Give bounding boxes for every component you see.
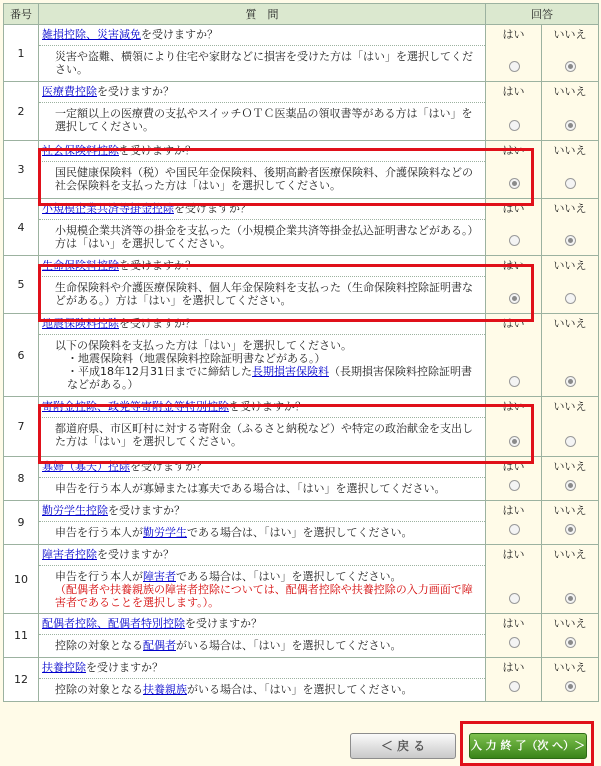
- question-cell: [39, 545, 486, 614]
- question-description: 国民健康保険料（税）や国民年金保険料、後期高齢者医療保険料、介護保険料などの社会保険料を支払った方は「はい」を選択してください。: [55, 166, 473, 192]
- yes-radio[interactable]: [509, 235, 520, 246]
- question-link[interactable]: 小規模企業共済等掛金控除: [42, 202, 174, 215]
- long-term-insurance-link[interactable]: 長期損害保険料: [252, 365, 329, 378]
- bullet-long-term-insurance: [55, 365, 477, 391]
- answer-no-cell: [542, 141, 599, 199]
- question-title-text: を受けますか？: [185, 617, 262, 630]
- no-label: いいえ: [553, 28, 587, 41]
- yes-radio[interactable]: [509, 376, 520, 387]
- answer-yes-cell: [486, 614, 542, 658]
- bullet-earthquake-insurance: ・地震保険料（地震保険料控除証明書などがある。）: [67, 352, 326, 365]
- answer-yes-cell: [486, 314, 542, 397]
- question-title-text: を受けますか？: [119, 259, 196, 272]
- no-label: いいえ: [553, 400, 587, 413]
- yes-radio[interactable]: [509, 681, 520, 692]
- question-title-text: を受けますか？: [86, 661, 163, 674]
- answer-no-cell: [542, 457, 599, 501]
- question-row-11: [4, 614, 599, 658]
- question-description: 都道府県、市区町村に対する寄附金（ふるさと納税など）や特定の政治献金を支出した方は「はい」を選択してください。: [55, 422, 473, 448]
- question-row-10: [4, 545, 599, 614]
- no-radio[interactable]: [565, 178, 576, 189]
- back-button[interactable]: ＜ 戻 る: [350, 733, 456, 759]
- question-description-text: 以下の保険料を支払った方は「はい」を選択してください。: [55, 339, 352, 352]
- yes-label: はい: [502, 144, 525, 157]
- no-label: いいえ: [553, 202, 587, 215]
- question-cell: [39, 614, 486, 658]
- spouse-link[interactable]: 配偶者: [143, 639, 176, 652]
- yes-label: はい: [502, 400, 525, 413]
- bullet-text: ・平成18年12月31日までに締結した: [67, 365, 252, 378]
- description-text: 申告を行う本人が: [55, 526, 143, 539]
- no-label: いいえ: [553, 317, 587, 330]
- answer-no-cell: [542, 82, 599, 141]
- question-link[interactable]: 扶養控除: [42, 661, 86, 674]
- no-label: いいえ: [553, 85, 587, 98]
- question-description: 災害や盗難、横領により住宅や家財などに損害を受けた方は「はい」を選択してください。: [55, 50, 473, 76]
- question-cell: [39, 82, 486, 141]
- yes-radio[interactable]: [509, 120, 520, 131]
- question-description: 一定額以上の医療費の支払やスイッチＯＴＣ医薬品の領収書等がある方は「はい」を選択してください。: [55, 107, 473, 133]
- question-number: 10: [4, 545, 39, 614]
- question-number: 7: [4, 397, 39, 457]
- deduction-question-table: [3, 3, 599, 702]
- question-description: 小規模企業共済等の掛金を支払った（小規模企業共済等掛金払込証明書などがある。）方は「はい」を選択してください。: [55, 224, 473, 250]
- question-link[interactable]: 配偶者控除、配偶者特別控除: [42, 617, 185, 630]
- question-row-4: [4, 199, 599, 256]
- answer-no-cell: [542, 397, 599, 457]
- yes-label: はい: [502, 504, 525, 517]
- yes-label: はい: [502, 548, 525, 561]
- question-number: 11: [4, 614, 39, 658]
- question-cell: [39, 658, 486, 702]
- no-radio[interactable]: [565, 61, 576, 72]
- no-radio[interactable]: [565, 524, 576, 535]
- question-row-2: [4, 82, 599, 141]
- answer-yes-cell: [486, 501, 542, 545]
- yes-radio[interactable]: [509, 637, 520, 648]
- yes-radio[interactable]: [509, 61, 520, 72]
- question-link[interactable]: 寡婦（寡夫）控除: [42, 460, 130, 473]
- disability-note: （配偶者や扶養親族の障害者控除については、配偶者控除や扶養控除の入力画面で障害者であることを選択します。）。: [55, 583, 473, 609]
- question-title-text: を受けますか？: [97, 548, 174, 561]
- answer-yes-cell: [486, 25, 542, 82]
- header-answer: 回答: [486, 4, 599, 25]
- question-cell: [39, 397, 486, 457]
- question-number: 8: [4, 457, 39, 501]
- answer-no-cell: [542, 658, 599, 702]
- description-text: 控除の対象となる: [55, 639, 143, 652]
- question-row-8: [4, 457, 599, 501]
- question-row-1: [4, 25, 599, 82]
- no-label: いいえ: [553, 548, 587, 561]
- question-description: [39, 635, 485, 655]
- question-link[interactable]: 医療費控除: [42, 85, 97, 98]
- question-title-text: を受けますか？: [141, 28, 218, 41]
- no-radio[interactable]: [565, 593, 576, 604]
- table-header-row: [4, 4, 599, 25]
- answer-yes-cell: [486, 457, 542, 501]
- answer-no-cell: [542, 256, 599, 314]
- answer-no-cell: [542, 501, 599, 545]
- yes-radio[interactable]: [509, 293, 520, 304]
- question-cell: [39, 457, 486, 501]
- finish-input-next-button[interactable]: 入 力 終 了（次 へ）＞: [469, 733, 587, 759]
- question-cell: [39, 25, 486, 82]
- question-description: [39, 522, 485, 542]
- yes-radio[interactable]: [509, 178, 520, 189]
- answer-yes-cell: [486, 256, 542, 314]
- question-row-6: [4, 314, 599, 397]
- yes-radio[interactable]: [509, 524, 520, 535]
- question-cell: [39, 141, 486, 199]
- no-label: いいえ: [553, 460, 587, 473]
- no-radio[interactable]: [565, 681, 576, 692]
- question-description: [39, 566, 485, 612]
- yes-label: はい: [502, 85, 525, 98]
- no-radio[interactable]: [565, 376, 576, 387]
- answer-yes-cell: [486, 397, 542, 457]
- question-link[interactable]: 寄附金控除、政党等寄附金等特別控除: [42, 400, 229, 413]
- answer-yes-cell: [486, 199, 542, 256]
- question-link[interactable]: 社会保険料控除: [42, 144, 119, 157]
- bullet-text: （長期損害保険料控除証明書などがある。）: [67, 365, 472, 391]
- question-cell: [39, 256, 486, 314]
- answer-yes-cell: [486, 141, 542, 199]
- question-title-text: を受けますか？: [119, 317, 196, 330]
- question-number: 12: [4, 658, 39, 702]
- answer-no-cell: [542, 25, 599, 82]
- description-text: がいる場合は、「はい」を選択してください。: [187, 683, 413, 696]
- no-label: いいえ: [553, 617, 587, 630]
- description-text: 申告を行う本人が: [55, 570, 143, 583]
- answer-no-cell: [542, 545, 599, 614]
- dependent-relative-link[interactable]: 扶養親族: [143, 683, 187, 696]
- no-label: いいえ: [553, 144, 587, 157]
- question-cell: [39, 501, 486, 545]
- question-row-5: [4, 256, 599, 314]
- question-title-text: を受けますか？: [108, 504, 185, 517]
- question-row-9: [4, 501, 599, 545]
- yes-label: はい: [502, 259, 525, 272]
- yes-label: はい: [502, 460, 525, 473]
- question-description: [39, 335, 485, 394]
- question-number: 2: [4, 82, 39, 141]
- question-description: [39, 679, 485, 699]
- description-text: がいる場合は、「はい」を選択してください。: [176, 639, 402, 652]
- question-title-text: を受けますか？: [97, 85, 174, 98]
- disabled-person-link[interactable]: 障害者: [143, 570, 176, 583]
- no-radio[interactable]: [565, 436, 576, 447]
- description-text: である場合は、「はい」を選択してください。: [187, 526, 413, 539]
- yes-label: はい: [502, 661, 525, 674]
- question-number: 1: [4, 25, 39, 82]
- description-text: である場合は、「はい」を選択してください。: [176, 570, 402, 583]
- question-cell: [39, 314, 486, 397]
- answer-no-cell: [542, 314, 599, 397]
- answer-no-cell: [542, 614, 599, 658]
- question-row-7: [4, 397, 599, 457]
- question-number: 3: [4, 141, 39, 199]
- header-question: 質 問: [39, 4, 486, 25]
- answer-yes-cell: [486, 82, 542, 141]
- question-description: 申告を行う本人が寡婦または寡夫である場合は、「はい」を選択してください。: [55, 482, 446, 495]
- yes-label: はい: [502, 202, 525, 215]
- question-title-text: を受けますか？: [130, 460, 207, 473]
- no-radio[interactable]: [565, 235, 576, 246]
- no-radio[interactable]: [565, 480, 576, 491]
- question-number: 9: [4, 501, 39, 545]
- question-row-3: [4, 141, 599, 199]
- question-link[interactable]: 生命保険料控除: [42, 259, 119, 272]
- no-radio[interactable]: [565, 293, 576, 304]
- header-number: 番号: [4, 4, 39, 25]
- description-text: 控除の対象となる: [55, 683, 143, 696]
- yes-label: はい: [502, 28, 525, 41]
- working-student-link[interactable]: 勤労学生: [143, 526, 187, 539]
- no-label: いいえ: [553, 259, 587, 272]
- question-title-text: を受けますか？: [119, 144, 196, 157]
- yes-label: はい: [502, 317, 525, 330]
- no-radio[interactable]: [565, 637, 576, 648]
- question-number: 6: [4, 314, 39, 397]
- question-link[interactable]: 地震保険料控除: [42, 317, 119, 330]
- question-description: 生命保険料や介護医療保険料、個人年金保険料を支払った（生命保険料控除証明書などがある。）方は「はい」を選択してください。: [55, 281, 473, 307]
- yes-label: はい: [502, 617, 525, 630]
- yes-radio[interactable]: [509, 480, 520, 491]
- answer-yes-cell: [486, 545, 542, 614]
- question-number: 4: [4, 199, 39, 256]
- yes-radio[interactable]: [509, 593, 520, 604]
- answer-no-cell: [542, 199, 599, 256]
- yes-radio[interactable]: [509, 436, 520, 447]
- no-label: いいえ: [553, 661, 587, 674]
- question-number: 5: [4, 256, 39, 314]
- answer-yes-cell: [486, 658, 542, 702]
- question-row-12: [4, 658, 599, 702]
- no-label: いいえ: [553, 504, 587, 517]
- question-title-text: を受けますか？: [174, 202, 251, 215]
- question-link[interactable]: 雑損控除、災害減免: [42, 28, 141, 41]
- question-title-text: を受けますか？: [229, 400, 306, 413]
- question-link[interactable]: 勤労学生控除: [42, 504, 108, 517]
- question-cell: [39, 199, 486, 256]
- question-link[interactable]: 障害者控除: [42, 548, 97, 561]
- no-radio[interactable]: [565, 120, 576, 131]
